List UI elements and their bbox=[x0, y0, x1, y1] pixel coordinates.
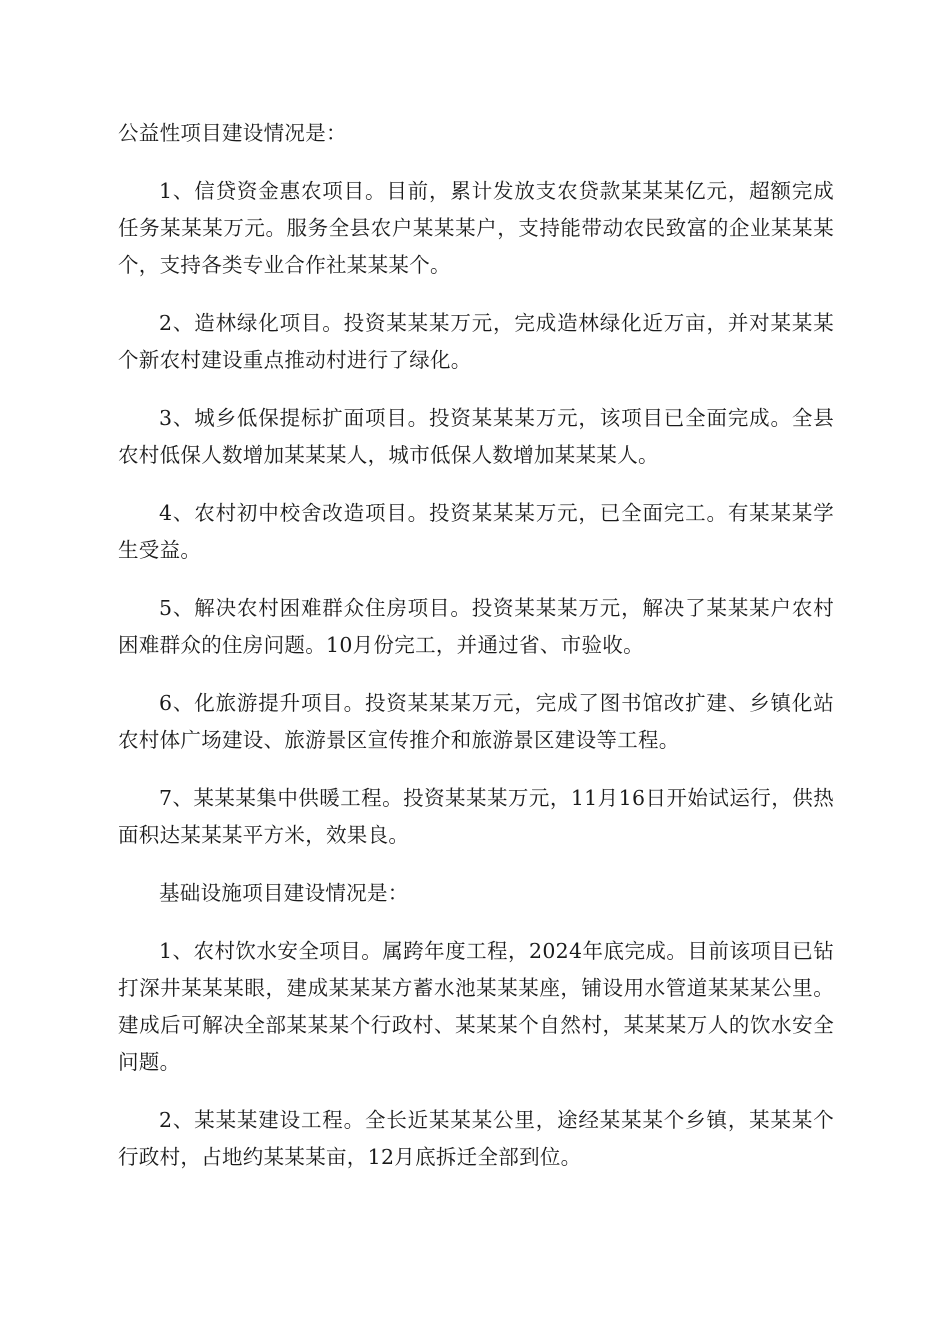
paragraph-credit-project: 1、信贷资金惠农项目。目前，累计发放支农贷款某某某亿元，超额完成任务某某某万元。服务全县农户某某某户，支持能带动农民致富的企业某某某个，支持各类专业合作社某某某个。 bbox=[118, 179, 834, 277]
paragraph-construction-project: 2、某某某建设工程。全长近某某某公里，途经某某某个乡镇，某某某个行政村，占地约某某某亩，12月底拆迁全部到位。 bbox=[118, 1108, 834, 1169]
paragraph-tourism-project: 6、化旅游提升项目。投资某某某万元，完成了图书馆改扩建、乡镇化站农村体广场建设、旅游景区宣传推介和旅游景区建设等工程。 bbox=[118, 691, 834, 752]
document-page bbox=[118, 115, 834, 1197]
paragraph-afforestation-project: 2、造林绿化项目。投资某某某万元，完成造林绿化近万亩，并对某某某个新农村建设重点推动村进行了绿化。 bbox=[118, 311, 834, 372]
paragraph-housing-project: 5、解决农村困难群众住房项目。投资某某某万元，解决了某某某户农村困难群众的住房问题。10月份完工，并通过省、市验收。 bbox=[118, 596, 834, 657]
paragraph-subsistence-allowance-project: 3、城乡低保提标扩面项目。投资某某某万元，该项目已全面完成。全县农村低保人数增加某某某人，城市低保人数增加某某某人。 bbox=[118, 406, 834, 467]
section-heading-infrastructure: 基础设施项目建设情况是： bbox=[159, 881, 409, 905]
paragraph-drinking-water-project: 1、农村饮水安全项目。属跨年度工程，2024年底完成。目前该项目已钻打深井某某某眼，建成某某某方蓄水池某某某座，铺设用水管道某某某公里。建成后可解决全部某某某个行政村、某某某个自然村，某某某万人的饮水安全问题。 bbox=[118, 939, 834, 1074]
section-heading-public-projects: 公益性项目建设情况是： bbox=[118, 121, 347, 145]
paragraph-heating-project: 7、某某某集中供暖工程。投资某某某万元，11月16日开始试运行，供热面积达某某某平方米，效果良。 bbox=[118, 786, 834, 847]
paragraph-school-renovation-project: 4、农村初中校舍改造项目。投资某某某万元，已全面完工。有某某某学生受益。 bbox=[118, 501, 834, 562]
